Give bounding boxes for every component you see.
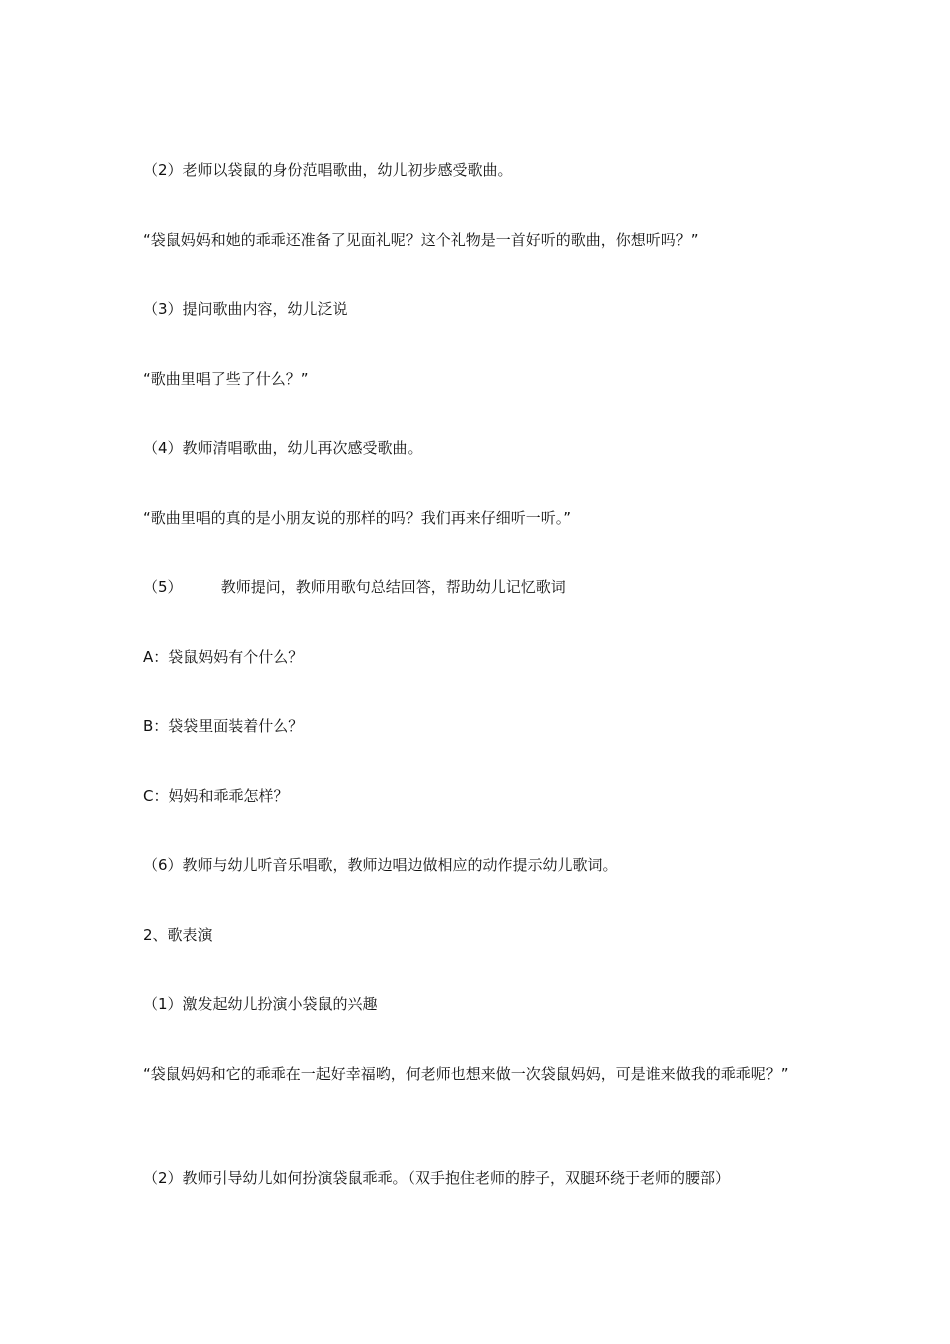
paragraph-quote-who-my-baby: “袋鼠妈妈和它的乖乖在一起好幸福哟，何老师也想来做一次袋鼠妈妈，可是谁来做我的乖乖呢？”	[143, 1065, 789, 1083]
paragraph-question-c: C：妈妈和乖乖怎样？	[143, 787, 289, 805]
paragraph-quote-listen-again: “歌曲里唱的真的是小朋友说的那样的吗？我们再来仔细听一听。”	[143, 509, 572, 527]
paragraph-quote-gift: “袋鼠妈妈和她的乖乖还准备了见面礼呢？这个礼物是一首好听的歌曲，你想听吗？”	[143, 231, 699, 249]
paragraph-step-6-sing-along: （6）教师与幼儿听音乐唱歌，教师边唱边做相应的动作提示幼儿歌词。	[143, 856, 618, 874]
paragraph-question-b: B：袋袋里面装着什么？	[143, 717, 304, 735]
paragraph-question-a: A：袋鼠妈妈有个什么？	[143, 648, 304, 666]
paragraph-step-3-questions: （3）提问歌曲内容，幼儿泛说	[143, 300, 348, 318]
paragraph-step-1-interest: （1）激发起幼儿扮演小袋鼠的兴趣	[143, 995, 378, 1013]
paragraph-step-2-guide-play: （2）教师引导幼儿如何扮演袋鼠乖乖。（双手抱住老师的脖子，双腿环绕于老师的腰部）	[143, 1169, 731, 1187]
paragraph-step-4-clear-singing: （4）教师清唱歌曲，幼儿再次感受歌曲。	[143, 439, 423, 457]
paragraph-step-5-summary: （5） 教师提问，教师用歌句总结回答，帮助幼儿记忆歌词	[143, 578, 566, 596]
paragraph-quote-what-sung: “歌曲里唱了些了什么？”	[143, 370, 309, 388]
paragraph-step-2-teacher-sings: （2）老师以袋鼠的身份范唱歌曲，幼儿初步感受歌曲。	[143, 161, 513, 179]
section-heading-song-performance: 2、歌表演	[143, 926, 213, 944]
